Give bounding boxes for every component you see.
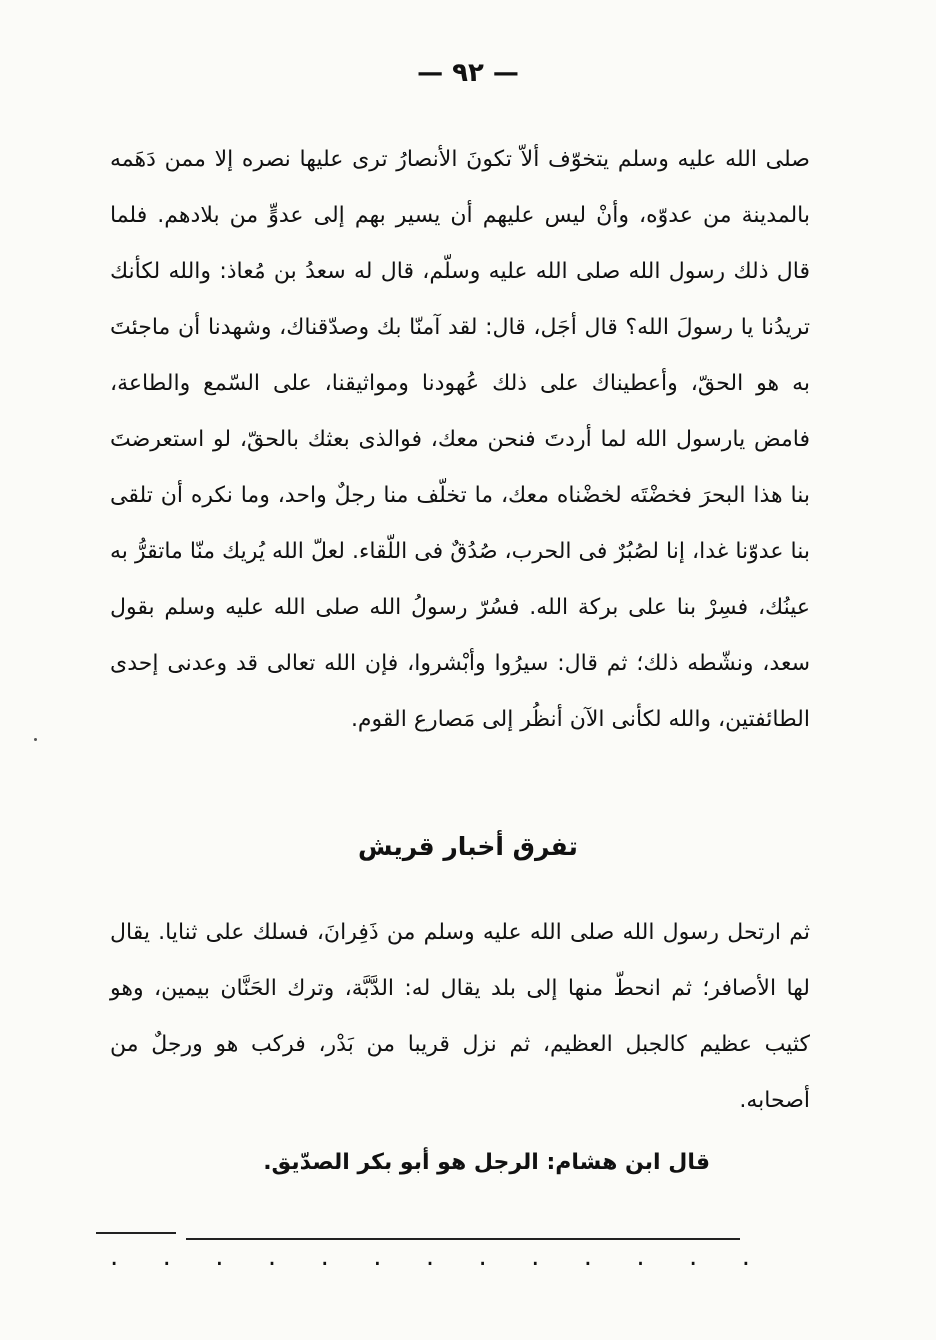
footnote-dot: .: [162, 1242, 171, 1272]
footnote-dot: .: [110, 1242, 119, 1272]
section-heading: تفرق أخبار قريش: [358, 832, 578, 861]
footnote-dot: .: [425, 1242, 435, 1272]
footnote-rule-short: [96, 1232, 176, 1234]
ibn-hisham-note: قال ابن هشام: الرجل هو أبو بكر الصدّيق.: [263, 1150, 710, 1175]
margin-speck: [34, 738, 37, 741]
page-number: — ٩٢ —: [417, 58, 519, 88]
footnote-dot: .: [373, 1242, 382, 1272]
body-paragraph: ثم ارتحل رسول الله صلى الله عليه وسلم من ذَفِرانَ، فسلك على ثنايا. يقال لها الأصافر؛ ثم انحطّ منها إلى بلد يقال له: الدَّبَّة، وترك الحَنَّان بيمين، وهو كثيب عظيم كالجبل العظيم، ثم نزل قريبا من بَدْر، فركب هو ورجلٌ من أصحابه.: [110, 920, 810, 1113]
footnote-rule-long: [186, 1238, 740, 1240]
footnote-dots: [110, 1244, 750, 1270]
footnote-dot: .: [478, 1242, 487, 1272]
body-paragraph: صلى الله عليه وسلم يتخوّف ألاّ تكونَ الأنصارُ ترى عليها نصره إلا ممن دَهَمه بالمدينة من عدوّه، وأنْ ليس عليهم أن يسير بهم إلى عدوٍّ من بلادهم. فلما قال ذلك رسول الله صلى الله عليه وسلّم، قال له سعدُ بن مُعاذ: والله لكأنك تريدُنا يا رسولَ الله؟ قال أجَل، قال: لقد آمنّا بك وصدّقناك، وشهدنا أن ماجئتَ به هو الحقّ، وأعطيناك على ذلك عُهودنا ومواثيقنا، على السّمع والطاعة، فامض يارسول الله لما أردتَ فنحن معك، فوالذى بعثك بالحقّ، لو استعرضتَ بنا هذا البحرَ فخضْتَه لخضْناه معك، ما تخلّف منا رجلٌ واحد، وما نكره أن تلقى بنا عدوّنا غدا، إنا لصُبُرٌ فى الحرب، صُدُقٌ فى اللّقاء. لعلّ الله يُريك منّا ماتقرُّ به عينُك، فسِرْ بنا على بركة الله. فسُرّ رسولُ الله صلى الله عليه وسلم بقول سعد، ونشّطه ذلك؛ ثم قال: سيرُوا وأبْشروا، فإن الله تعالى قد وعدنى إحدى الطائفتين، والله لكأنى الآن أنظُر إلى مَصارع القوم.: [110, 147, 810, 732]
footnote-dot: .: [636, 1242, 645, 1272]
footnote-dot: .: [267, 1242, 277, 1272]
footnote-dot: .: [689, 1242, 698, 1272]
footnote-dot: .: [741, 1242, 750, 1272]
footnote-dot: .: [215, 1242, 224, 1272]
footnote-dot: .: [583, 1242, 593, 1272]
footnote-dot: .: [531, 1242, 540, 1272]
footnote-dot: .: [320, 1242, 329, 1272]
